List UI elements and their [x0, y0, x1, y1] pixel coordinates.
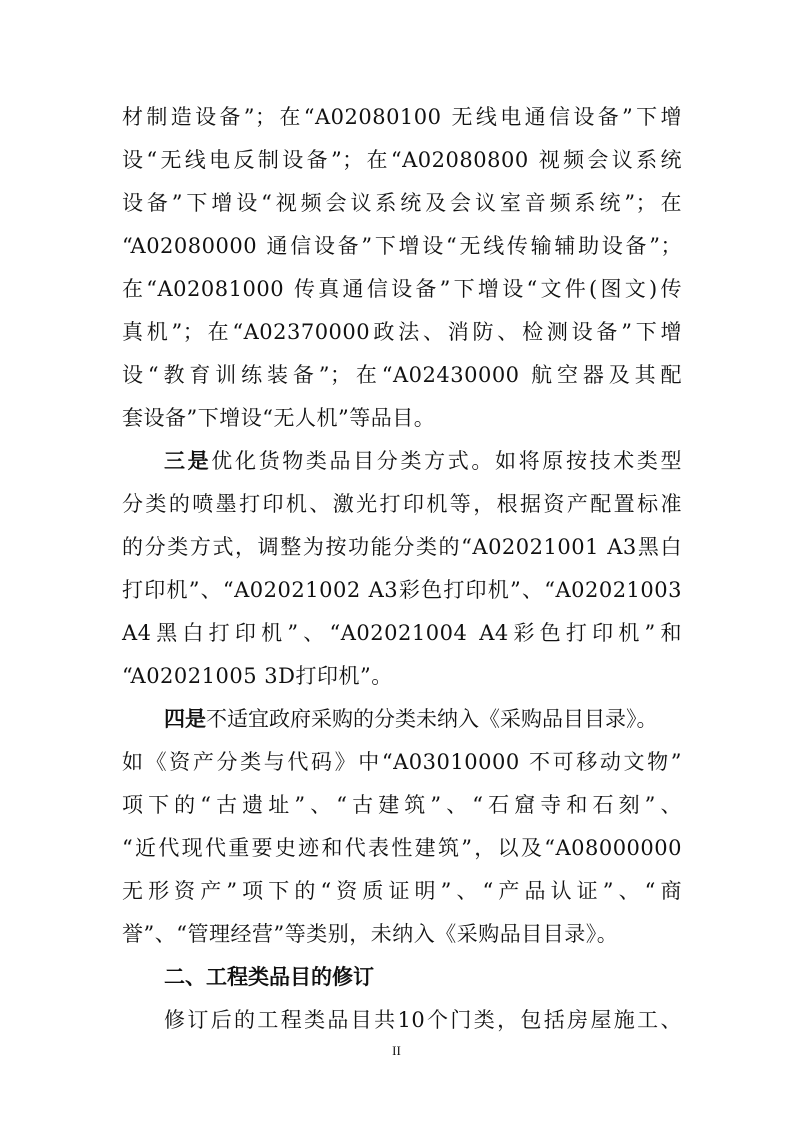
paragraph-line: 如《资产分类与代码》中“A03010000 不可移动文物” [122, 750, 682, 774]
paragraph-line: “A02080000 通信设备”下增设“无线传输辅助设备”； [122, 234, 682, 258]
paragraph-lead: 四是 [164, 707, 206, 731]
paragraph-line: 材制造设备”；在“A02080100 无线电通信设备”下增 [122, 105, 682, 129]
paragraph-lead: 三是 [164, 449, 212, 473]
paragraph-line: “近代现代重要史迹和代表性建筑”，以及“A08000000 [122, 836, 682, 860]
section-heading: 二、工程类品目的修订 [164, 965, 374, 989]
paragraph-line: 在“A02081000 传真通信设备”下增设“文件(图文)传 [122, 277, 682, 301]
page-number: II [392, 1043, 401, 1058]
paragraph-three-first-line [164, 446, 682, 476]
paragraph-line: 设备”下增设“视频会议系统及会议室音频系统”；在 [122, 191, 682, 215]
paragraph-line: 的分类方式，调整为按功能分类的“A02021001 A3黑白 [122, 535, 682, 559]
paragraph-line: 无形资产”项下的“资质证明”、“产品认证”、“商 [122, 879, 682, 903]
paragraph-text: 优化货物类品目分类方式。如将原按技术类型 [211, 449, 683, 473]
paragraph-line: 真机”；在“A02370000政法、消防、检测设备”下增 [122, 320, 682, 344]
paragraph-line: 分类的喷墨打印机、激光打印机等，根据资产配置标准 [122, 492, 682, 516]
paragraph-line: 项下的“古遗址”、“古建筑”、“石窟寺和石刻”、 [122, 793, 682, 817]
paragraph-line: A4黑白打印机”、“A02021004 A4彩色打印机”和 [122, 621, 682, 645]
paragraph-line: “A02021005 3D打印机”。 [122, 664, 393, 688]
paragraph-line: 誉”、“管理经营”等类别，未纳入《采购品目目录》。 [122, 922, 619, 946]
paragraph-line: 设“无线电反制设备”；在“A02080800 视频会议系统 [122, 148, 682, 172]
paragraph-four-first-line [164, 704, 686, 734]
paragraph-line: 打印机”、“A02021002 A3彩色打印机”、“A02021003 [122, 578, 682, 602]
paragraph-line: 设“教育训练装备”；在“A02430000 航空器及其配 [122, 363, 682, 387]
paragraph-text: 不适宜政府采购的分类未纳入《采购品目目录》。 [206, 707, 658, 731]
paragraph-line: 修订后的工程类品目共10个门类，包括房屋施工、 [164, 1008, 682, 1032]
paragraph-line: 套设备”下增设“无人机”等品目。 [122, 406, 436, 430]
